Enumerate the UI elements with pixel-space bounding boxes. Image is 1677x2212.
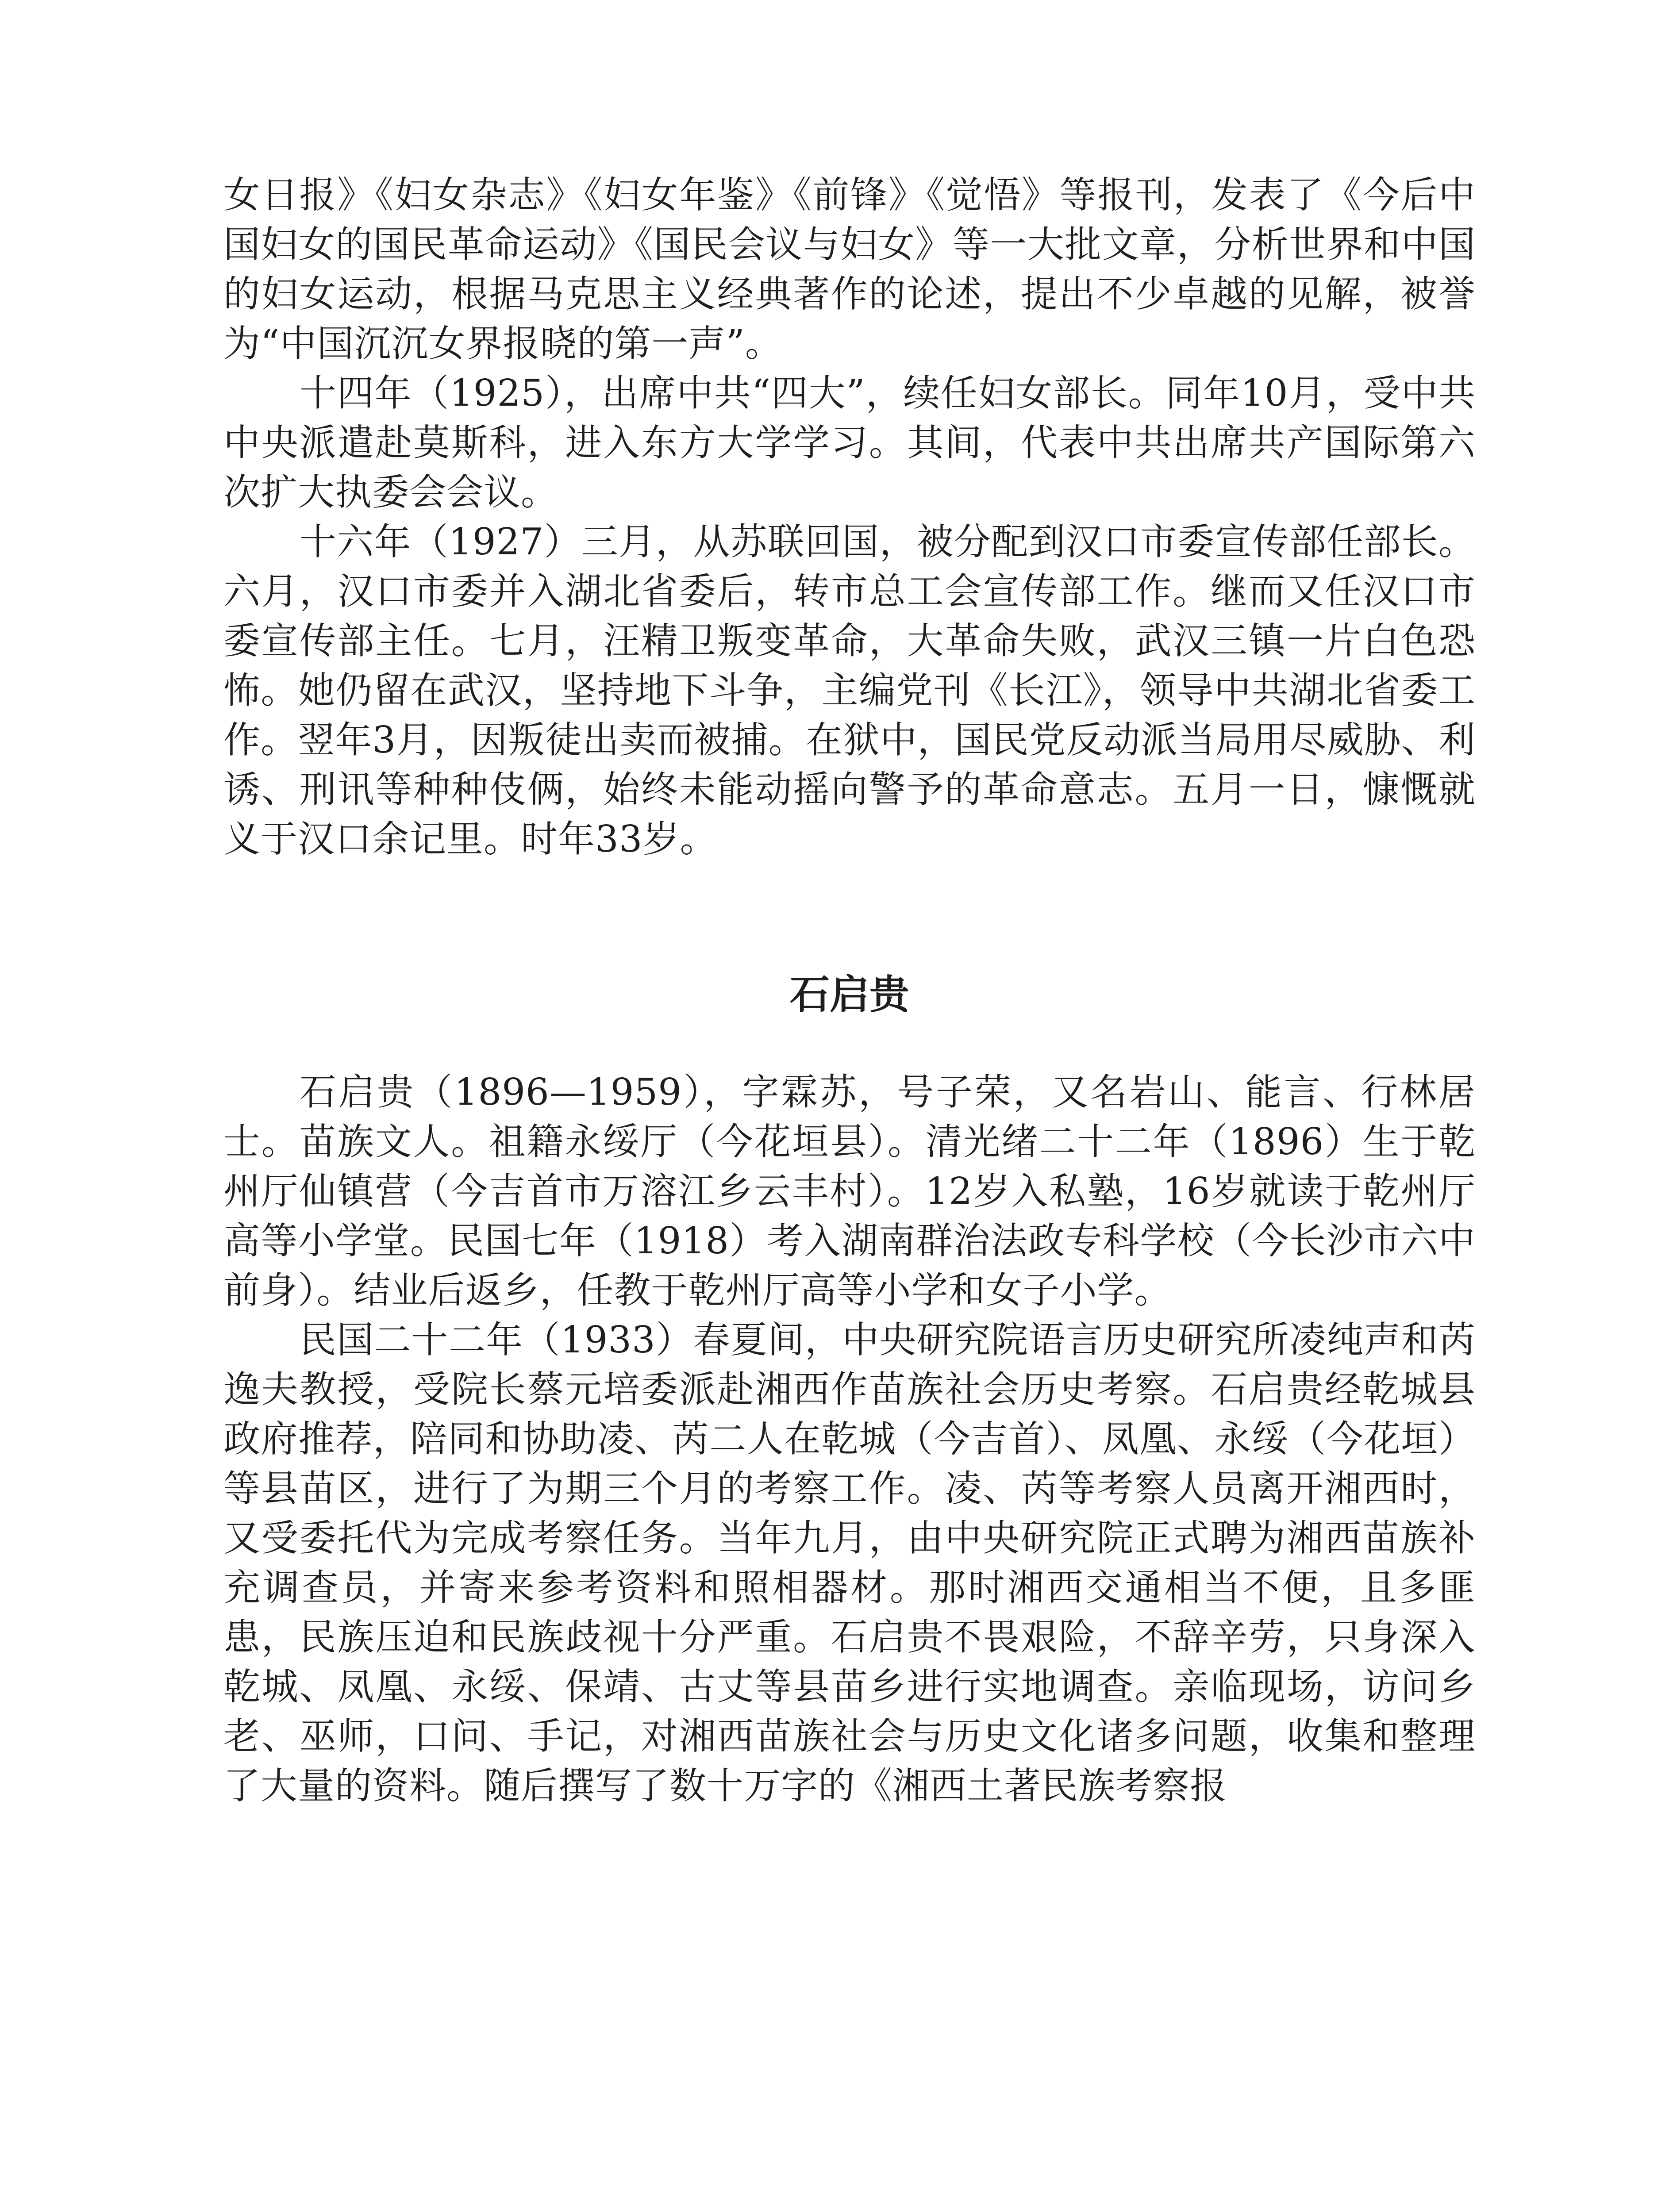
section-title: 石启贵 (790, 971, 909, 1018)
paragraph-biography-intro: 石启贵（1896—1959），字霖苏，号子荣，又名岩山、能言、行林居士。苗族文人。祖籍永绥厅（今花垣县）。清光绪二十二年（1896）生于乾州厅仙镇营（今吉首市万溶江乡云丰村）。12岁入私塾，16岁就读于乾州厅高等小学堂。民国七年（1918）考入湖南群治法政专科学校（今长沙市六中前身）。结业后返乡，任教于乾州厅高等小学和女子小学。 (223, 1071, 1476, 1312)
paragraph-continued: 女日报》《妇女杂志》《妇女年鉴》《前锋》《觉悟》等报刊，发表了《今后中国妇女的国民革命运动》《国民会议与妇女》等一大批文章，分析世界和中国的妇女运动，根据马克思主义经典著作的论述，提出不少卓越的见解，被誉为“中国沉沉女界报晓的第一声”。 (223, 173, 1476, 365)
paragraph-1925: 十四年（1925），出席中共“四大”，续任妇女部长。同年10月，受中共中央派遣赴莫斯科，进入东方大学学习。其间，代表中共出席共产国际第六次扩大执委会会议。 (223, 372, 1476, 514)
paragraph-biography-survey: 民国二十二年（1933）春夏间，中央研究院语言历史研究所凌纯声和芮逸夫教授，受院长蔡元培委派赴湘西作苗族社会历史考察。石启贵经乾城县政府推荐，陪同和协助凌、芮二人在乾城（今吉首）、凤凰、永绥（今花垣）等县苗区，进行了为期三个月的考察工作。凌、芮等考察人员离开湘西时，又受委托代为完成考察任务。当年九月，由中央研究院正式聘为湘西苗族补充调查员，并寄来参考资料和照相器材。那时湘西交通相当不便，且多匪患，民族压迫和民族歧视十分严重。石启贵不畏艰险，不辞辛劳，只身深入乾城、凤凰、永绥、保靖、古丈等县苗乡进行实地调查。亲临现场，访问乡老、巫师，口问、手记，对湘西苗族社会与历史文化诸多问题，收集和整理了大量的资料。随后撰写了数十万字的《湘西土著民族考察报 (223, 1318, 1476, 1807)
paragraph-1927: 十六年（1927）三月，从苏联回国，被分配到汉口市委宣传部任部长。六月，汉口市委并入湖北省委后，转市总工会宣传部工作。继而又任汉口市委宣传部主任。七月，汪精卫叛变革命，大革命失败，武汉三镇一片白色恐怖。她仍留在武汉，坚持地下斗争，主编党刊《长江》，领导中共湖北省委工作。翌年3月，因叛徒出卖而被捕。在狱中，国民党反动派当局用尽威胁、利诱、刑讯等种种伎俩，始终未能动摇向警予的革命意志。五月一日，慷慨就义于汉口余记里。时年33岁。 (223, 520, 1476, 860)
page-body (223, 170, 1476, 1811)
